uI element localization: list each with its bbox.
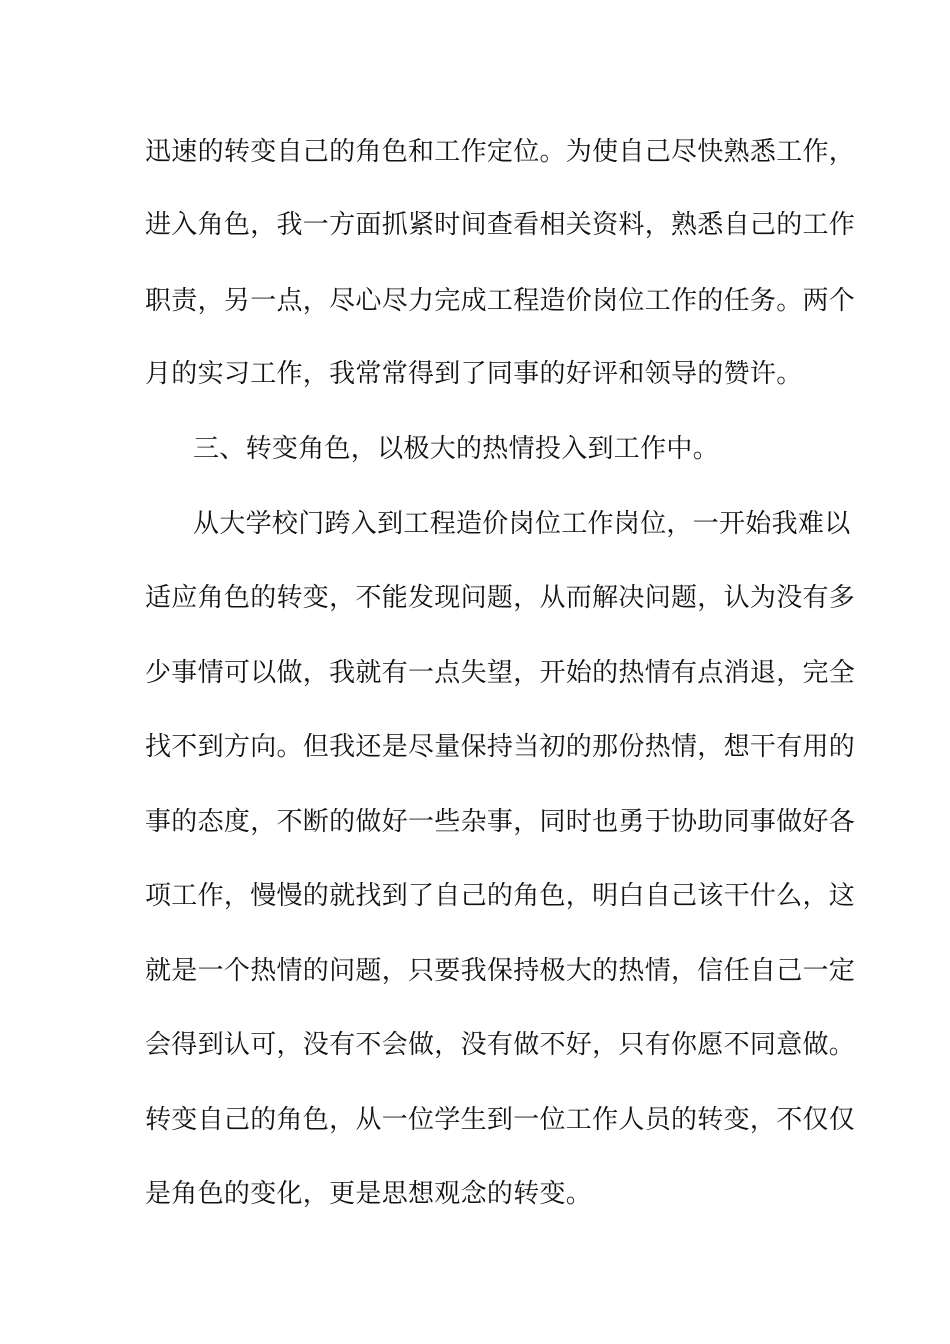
paragraph-line: 进入角色，我一方面抓紧时间查看相关资料，熟悉自己的工作 (145, 210, 856, 240)
section-heading: 三、转变角色，以极大的热情投入到工作中。 (193, 434, 720, 464)
paragraph-line: 从大学校门跨入到工程造价岗位工作岗位，一开始我难以 (193, 509, 851, 539)
paragraph-line: 项工作，慢慢的就找到了自己的角色，明白自己该干什么，这 (145, 881, 856, 911)
paragraph-line: 事的态度，不断的做好一些杂事，同时也勇于协助同事做好各 (145, 807, 856, 837)
paragraph-line: 适应角色的转变，不能发现问题，从而解决问题，认为没有多 (145, 583, 856, 613)
paragraph-line: 迅速的转变自己的角色和工作定位。为使自己尽快熟悉工作， (145, 137, 856, 167)
paragraph-line: 就是一个热情的问题，只要我保持极大的热情，信任自己一定 (145, 956, 856, 986)
paragraph-line: 是角色的变化，更是思想观念的转变。 (145, 1179, 593, 1209)
paragraph-line: 职责，另一点，尽心尽力完成工程造价岗位工作的任务。两个 (145, 286, 856, 316)
paragraph-line: 月的实习工作，我常常得到了同事的好评和领导的赞许。 (145, 359, 803, 389)
paragraph-line: 转变自己的角色，从一位学生到一位工作人员的转变，不仅仅 (145, 1105, 856, 1135)
paragraph-line: 找不到方向。但我还是尽量保持当初的那份热情，想干有用的 (145, 732, 856, 762)
paragraph-line: 会得到认可，没有不会做，没有做不好，只有你愿不同意做。 (145, 1030, 856, 1060)
paragraph-line: 少事情可以做，我就有一点失望，开始的热情有点消退，完全 (145, 658, 856, 688)
